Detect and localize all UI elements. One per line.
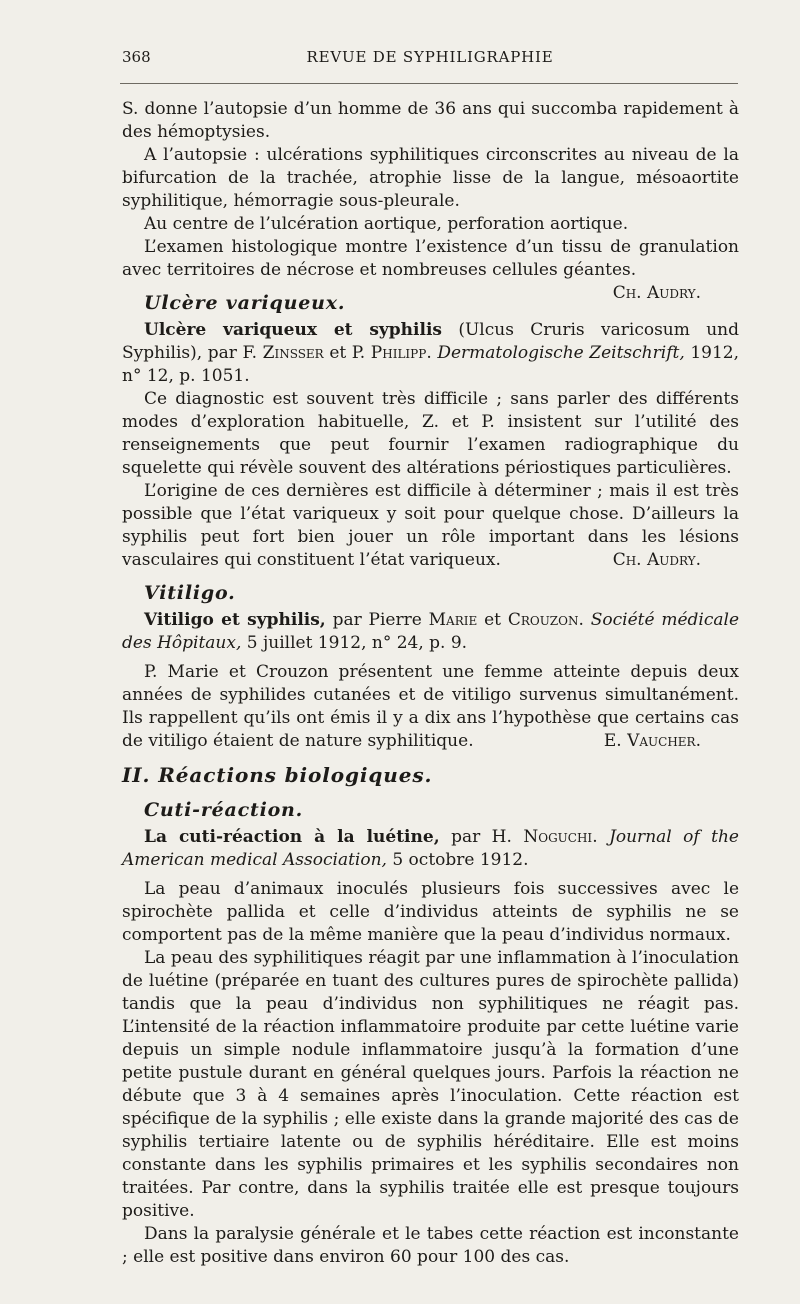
running-title: REVUE DE SYPHILIGRAPHIE: [306, 48, 554, 66]
page-header: [122, 48, 738, 72]
article-title: La cuti-réaction à la luétine,: [144, 827, 440, 847]
author: Philipp: [370, 343, 427, 363]
section-heading: II. Réactions biologiques.: [122, 763, 433, 787]
journal-name: Société médicale des Hôpitaux,: [122, 610, 740, 653]
paragraph-text: L’examen histologique montre l’existence d’un tissu de granulation avec territoires de nécrose et nombreuses cellules géantes.: [122, 237, 739, 280]
article-title: Vitiligo et syphilis,: [144, 610, 326, 630]
header-rule: [120, 83, 738, 84]
paragraph-text: L’origine de ces dernières est difficile à déterminer ; mais il est très possible que l’état variqueux y soit pour quelque chose. D’ailleurs la syphilis peut fort bien jouer un rôle important dans les lésions vasculaires qui constituent l’état variqueux.: [122, 481, 739, 570]
ref-text: 1912, n° 12, p. 1051.: [122, 343, 739, 386]
ref-text: .: [426, 343, 438, 363]
ref-text: et P.: [323, 343, 371, 363]
author: Marie: [428, 610, 478, 630]
ref-text: par H.: [439, 827, 524, 847]
ref-text: .: [592, 827, 610, 847]
ref-text: 5 juillet 1912, n° 24, p. 9.: [241, 633, 468, 653]
signature: Ch. Audry.: [612, 283, 701, 303]
paragraph: La peau d’animaux inoculés plusieurs fois successives avec le spirochète pallida et celle d’individus atteints de syphilis ne se comportent pas de la même manière que la peau d’individus normaux.: [122, 879, 739, 945]
ref-text: 5 octobre 1912.: [386, 850, 529, 870]
paragraph-text: P. Marie et Crouzon présentent une femme atteinte depuis deux années de syphilides cutanées et de vitiligo survenus simultanément. Ils rappellent qu’ils ont émis il y a dix ans l’hypothèse que certains cas de vitiligo étaient de nature syphilitique.: [122, 662, 739, 751]
paragraph: Ce diagnostic est souvent très difficile ; sans parler des différents modes d’exploration habituelle, Z. et P. insistent sur l’utilité des renseignements que peut fournir l’examen radiographique du squelette qui révèle souvent des altérations périostiques particulières.: [122, 389, 739, 478]
subject-heading: Cuti-réaction.: [144, 799, 304, 821]
page-number: 368: [122, 48, 151, 66]
signature: E. Vaucher.: [603, 731, 701, 751]
reference: [122, 609, 739, 655]
subject-heading: Ulcère variqueux.: [144, 292, 346, 314]
paragraph: S. donne l’autopsie d’un homme de 36 ans qui succomba rapidement à des hémoptysies.: [122, 99, 739, 142]
author: Zinsser: [262, 343, 324, 363]
paragraph: A l’autopsie : ulcérations syphilitiques circonscrites au niveau de la bifurcation de la trachée, atrophie lisse de la langue, mésoaortite syphilitique, hémorragie sous-pleurale.: [122, 145, 739, 211]
ref-text: et: [477, 610, 508, 630]
paragraph: [122, 480, 739, 572]
subject-heading: Vitiligo.: [144, 582, 236, 604]
journal-name: Dermatologische Zeitschrift,: [437, 343, 685, 363]
reference: [122, 319, 739, 388]
paragraph: Au centre de l’ulcération aortique, perforation aortique.: [144, 214, 629, 234]
reference: [122, 826, 739, 872]
journal-name: Journal of the American medical Association,: [122, 827, 739, 870]
signature: Ch. Audry.: [612, 550, 701, 570]
ref-text: par Pierre: [325, 610, 429, 630]
page-body: [122, 98, 739, 1269]
paragraph: [122, 661, 739, 753]
ref-text: .: [578, 610, 591, 630]
paragraph: Dans la paralysie générale et le tabes cette réaction est inconstante ; elle est positive dans environ 60 pour 100 des cas.: [122, 1224, 739, 1267]
author: Crouzon: [507, 610, 579, 630]
paragraph: La peau des syphilitiques réagit par une inflammation à l’inoculation de luétine (préparée en tuant des cultures pures de spirochète pallida) tandis que la peau d’individus non syphilitiques ne réagit pas. L’intensité de la réaction inflammatoire produite par cette luétine varie depuis un simple nodule inflammatoire jusqu’à la formation d’une petite pustule durant en général quelques jours. Parfois la réaction ne débute que 3 à 4 semaines après l’inoculation. Cette réaction est spécifique de la syphilis ; elle existe dans la grande majorité des cas de syphilis tertiaire latente ou de syphilis héréditaire. Elle est moins constante dans les syphilis primaires et les syphilis secondaires non traitées. Par contre, dans la syphilis traitée elle est presque toujours positive.: [122, 948, 739, 1221]
author: Noguchi: [523, 827, 593, 847]
article-title: Ulcère variqueux et syphilis: [144, 320, 442, 340]
ref-text: (Ulcus Cruris varicosum und Syphilis), par F.: [122, 320, 739, 363]
